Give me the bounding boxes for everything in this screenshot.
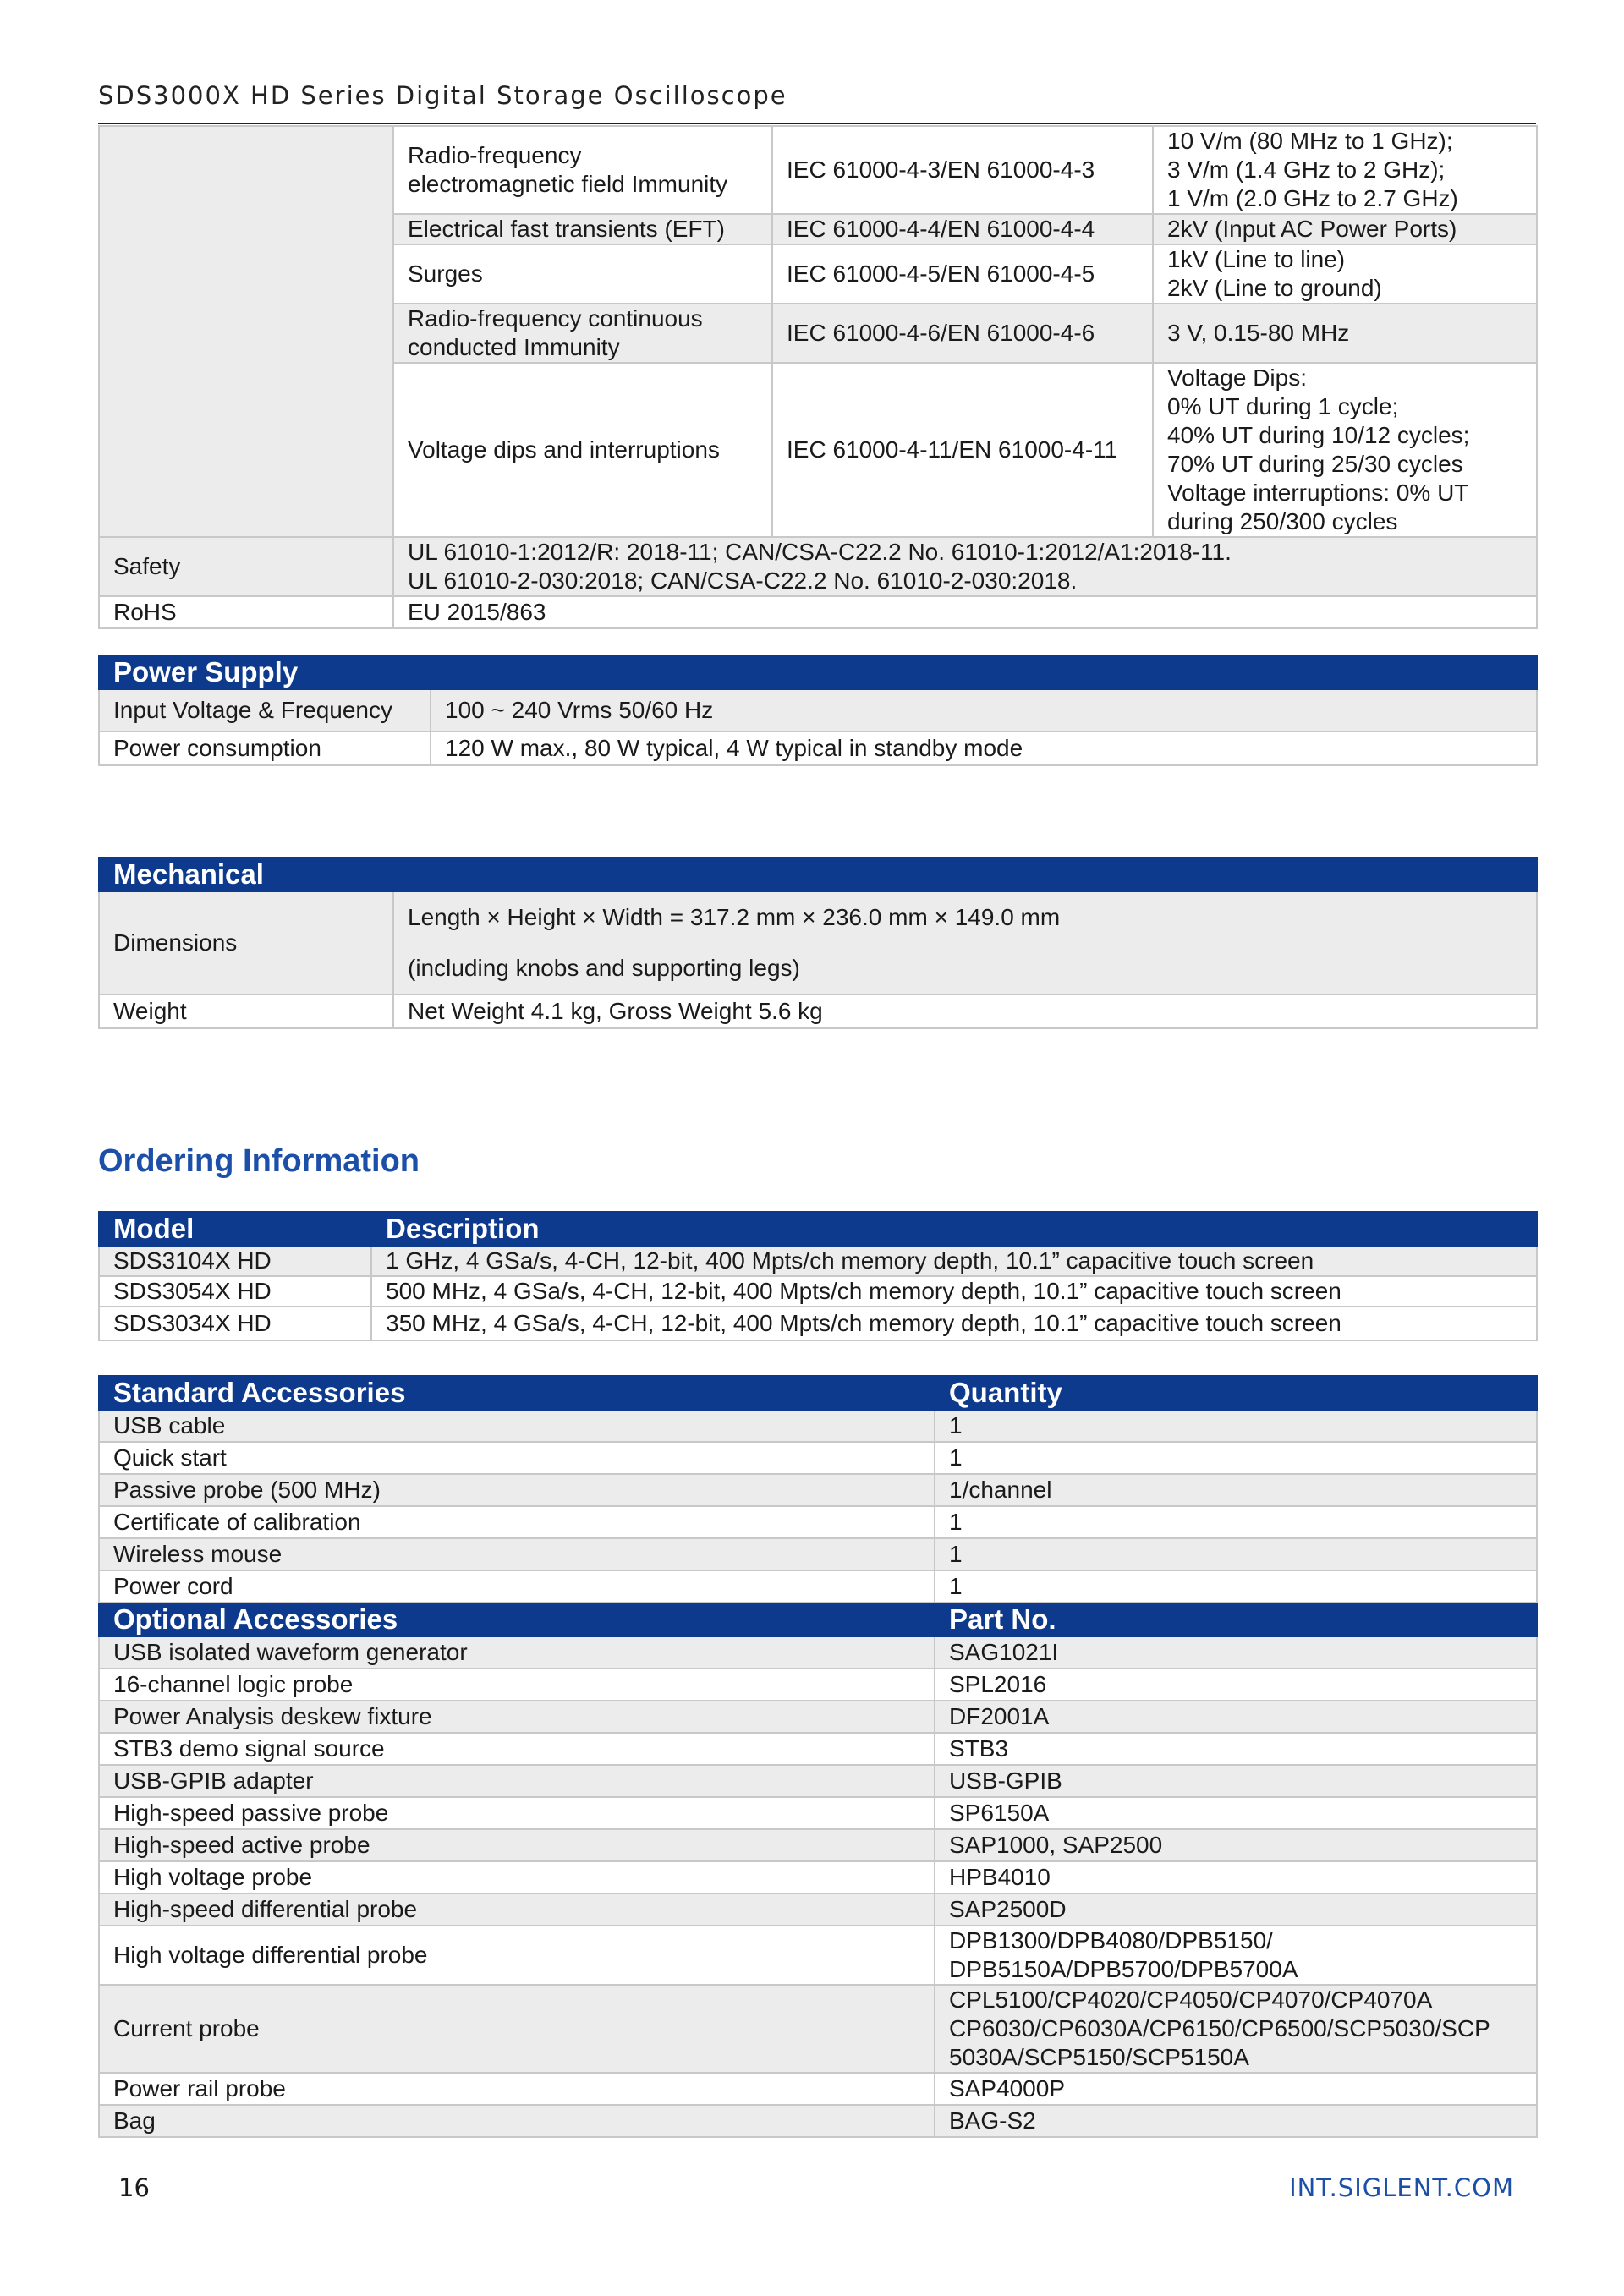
accessory-part-number: SAG1021I [935, 1636, 1537, 1669]
table-row [99, 732, 1537, 765]
table-row [99, 689, 1537, 732]
safety-value: UL 61010-1:2012/R: 2018-11; CAN/CSA-C22.2 No. 61010-1:2012/A1:2018-11. UL 61010-2-030:2018; CAN/CSA-C22.2 No. 61010-2-030:2018. [393, 537, 1537, 596]
weight-label: Weight [99, 995, 393, 1028]
part-number-header: Part No. [935, 1603, 1537, 1636]
accessory-name: USB isolated waveform generator [99, 1636, 935, 1669]
model-description: 350 MHz, 4 GSa/s, 4-CH, 12-bit, 400 Mpts/ch memory depth, 10.1” capacitive touch screen [371, 1307, 1537, 1340]
quantity-header: Quantity [935, 1376, 1537, 1410]
table-row [99, 1474, 1537, 1506]
table-row [99, 1733, 1537, 1765]
accessory-part-number: HPB4010 [935, 1861, 1537, 1893]
emc-value: Voltage Dips: 0% UT during 1 cycle; 40% UT during 10/12 cycles; 70% UT during 25/30 cycles Voltage interruptions: 0% UT during 250/300 cycles [1153, 363, 1537, 537]
table-row [99, 1442, 1537, 1474]
table-row [99, 537, 1537, 596]
table-row [99, 1636, 1537, 1669]
model-name: SDS3054X HD [99, 1276, 371, 1307]
table-row [99, 126, 1537, 214]
standard-accessories-header: Standard Accessories [99, 1376, 935, 1410]
footer-url: INT.SIGLENT.COM [1289, 2173, 1514, 2202]
mechanical-table [98, 857, 1538, 1029]
dimensions-value: Length × Height × Width = 317.2 mm × 236.0 mm × 149.0 mm [408, 904, 1061, 930]
table-row [99, 1765, 1537, 1797]
accessory-quantity: 1 [935, 1570, 1537, 1603]
table-row [99, 995, 1537, 1028]
emc-value: 10 V/m (80 MHz to 1 GHz); 3 V/m (1.4 GHz to 2 GHz); 1 V/m (2.0 GHz to 2.7 GHz) [1153, 126, 1537, 214]
weight-value: Net Weight 4.1 kg, Gross Weight 5.6 kg [393, 995, 1537, 1028]
accessory-part-number: SAP1000, SAP2500 [935, 1829, 1537, 1861]
accessory-name: USB-GPIB adapter [99, 1765, 935, 1797]
accessory-name: Passive probe (500 MHz) [99, 1474, 935, 1506]
table-row [99, 1701, 1537, 1733]
accessory-name: High-speed passive probe [99, 1797, 935, 1829]
model-header: Model [99, 1212, 371, 1246]
accessory-name: Current probe [99, 1985, 935, 2073]
table-row [99, 1829, 1537, 1861]
accessory-part-number: USB-GPIB [935, 1765, 1537, 1797]
model-description: 1 GHz, 4 GSa/s, 4-CH, 12-bit, 400 Mpts/ch memory depth, 10.1” capacitive touch screen [371, 1246, 1537, 1276]
table-row [99, 1926, 1537, 1985]
accessory-quantity: 1 [935, 1538, 1537, 1570]
accessory-name: High-speed active probe [99, 1829, 935, 1861]
emc-blank-cell [99, 126, 393, 537]
ordering-information-title: Ordering Information [98, 1143, 420, 1179]
emc-standard: IEC 61000-4-3/EN 61000-4-3 [772, 126, 1153, 214]
accessory-quantity: 1 [935, 1410, 1537, 1442]
page-number: 16 [118, 2173, 150, 2202]
model-name: SDS3034X HD [99, 1307, 371, 1340]
accessories-table [98, 1375, 1538, 2138]
accessory-name: USB cable [99, 1410, 935, 1442]
accessory-name: Power Analysis deskew fixture [99, 1701, 935, 1733]
accessory-part-number: CPL5100/CP4020/CP4050/CP4070/CP4070A CP6030/CP6030A/CP6150/CP6500/SCP5030/SCP 5030A/SCP5150/SCP5150A [935, 1985, 1537, 2073]
description-header: Description [371, 1212, 1537, 1246]
emc-standard: IEC 61000-4-11/EN 61000-4-11 [772, 363, 1153, 537]
accessory-part-number: SPL2016 [935, 1669, 1537, 1701]
accessory-name: Power rail probe [99, 2073, 935, 2105]
accessory-part-number: SP6150A [935, 1797, 1537, 1829]
table-row [99, 1797, 1537, 1829]
table-row [99, 1410, 1537, 1442]
safety-label: Safety [99, 537, 393, 596]
accessory-quantity: 1 [935, 1506, 1537, 1538]
emc-value: 3 V, 0.15-80 MHz [1153, 304, 1537, 363]
accessory-name: STB3 demo signal source [99, 1733, 935, 1765]
table-row [99, 1276, 1537, 1307]
accessory-name: Bag [99, 2105, 935, 2137]
rohs-value: EU 2015/863 [393, 596, 1537, 628]
table-row [99, 1570, 1537, 1603]
dimensions-cell [393, 891, 1537, 995]
model-table [98, 1211, 1538, 1341]
power-label: Power consumption [99, 732, 431, 765]
accessory-name: High voltage probe [99, 1861, 935, 1893]
accessory-name: Quick start [99, 1442, 935, 1474]
emc-test: Voltage dips and interruptions [393, 363, 772, 537]
accessory-quantity: 1 [935, 1442, 1537, 1474]
table-row [99, 891, 1537, 995]
table-row [99, 1985, 1537, 2073]
emc-standard: IEC 61000-4-6/EN 61000-4-6 [772, 304, 1153, 363]
emc-test: Radio-frequency continuous conducted Immunity [393, 304, 772, 363]
table-row [99, 1861, 1537, 1893]
mechanical-title: Mechanical [99, 858, 1537, 891]
table-row [99, 1669, 1537, 1701]
accessory-part-number: BAG-S2 [935, 2105, 1537, 2137]
accessory-part-number: SAP2500D [935, 1893, 1537, 1926]
accessory-part-number: DF2001A [935, 1701, 1537, 1733]
table-row [99, 1538, 1537, 1570]
table-row [99, 1307, 1537, 1340]
emc-test: Electrical fast transients (EFT) [393, 214, 772, 244]
accessory-part-number: SAP4000P [935, 2073, 1537, 2105]
power-supply-title: Power Supply [99, 655, 1537, 689]
model-name: SDS3104X HD [99, 1246, 371, 1276]
power-supply-table [98, 655, 1538, 766]
emc-standard: IEC 61000-4-4/EN 61000-4-4 [772, 214, 1153, 244]
accessory-part-number: STB3 [935, 1733, 1537, 1765]
optional-accessories-header: Optional Accessories [99, 1603, 935, 1636]
table-row [99, 1893, 1537, 1926]
accessory-quantity: 1/channel [935, 1474, 1537, 1506]
emc-test: Surges [393, 244, 772, 304]
emc-table [98, 125, 1538, 629]
power-label: Input Voltage & Frequency [99, 689, 431, 732]
accessory-name: High-speed differential probe [99, 1893, 935, 1926]
table-row [99, 1506, 1537, 1538]
rohs-label: RoHS [99, 596, 393, 628]
table-row [99, 596, 1537, 628]
accessory-name: Wireless mouse [99, 1538, 935, 1570]
accessory-name: Certificate of calibration [99, 1506, 935, 1538]
table-row [99, 2073, 1537, 2105]
header-rule [98, 123, 1536, 124]
accessory-name: 16-channel logic probe [99, 1669, 935, 1701]
table-row [99, 1246, 1537, 1276]
emc-test: Radio-frequency electromagnetic field Immunity [393, 126, 772, 214]
emc-standard: IEC 61000-4-5/EN 61000-4-5 [772, 244, 1153, 304]
power-value: 120 W max., 80 W typical, 4 W typical in standby mode [431, 732, 1537, 765]
accessory-part-number: DPB1300/DPB4080/DPB5150/ DPB5150A/DPB5700/DPB5700A [935, 1926, 1537, 1985]
table-row [99, 2105, 1537, 2137]
model-description: 500 MHz, 4 GSa/s, 4-CH, 12-bit, 400 Mpts/ch memory depth, 10.1” capacitive touch screen [371, 1276, 1537, 1307]
accessory-name: Power cord [99, 1570, 935, 1603]
emc-value: 1kV (Line to line) 2kV (Line to ground) [1153, 244, 1537, 304]
dimensions-note: (including knobs and supporting legs) [408, 955, 800, 981]
dimensions-label: Dimensions [99, 891, 393, 995]
emc-value: 2kV (Input AC Power Ports) [1153, 214, 1537, 244]
power-value: 100 ~ 240 Vrms 50/60 Hz [431, 689, 1537, 732]
document-header-title: SDS3000X HD Series Digital Storage Oscilloscope [98, 81, 787, 110]
accessory-name: High voltage differential probe [99, 1926, 935, 1985]
